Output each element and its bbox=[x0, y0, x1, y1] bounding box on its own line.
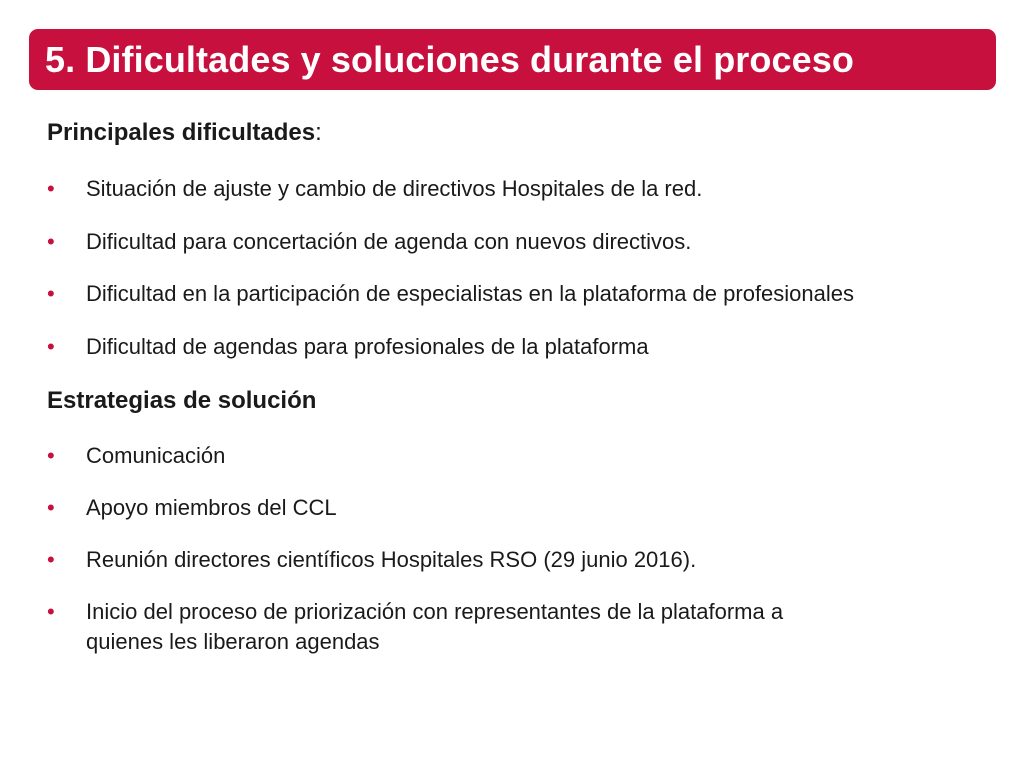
difficulty-text: Situación de ajuste y cambio de directivos Hospitales de la red. bbox=[86, 176, 703, 201]
bullet-icon: • bbox=[47, 599, 55, 624]
solution-text: Inicio del proceso de priorización con representantes de la plataforma a quienes les liberaron agendas bbox=[86, 599, 784, 654]
difficulty-text: Dificultad para concertación de agenda con nuevos directivos. bbox=[86, 229, 692, 254]
bullet-icon: • bbox=[47, 334, 55, 359]
bullet-icon: • bbox=[47, 281, 55, 306]
difficulty-text: Dificultad en la participación de especialistas en la plataforma de profesionales bbox=[86, 281, 855, 306]
solution-text: Apoyo miembros del CCL bbox=[86, 495, 337, 520]
solution-text: Reunión directores científicos Hospitales RSO (29 junio 2016). bbox=[86, 547, 697, 572]
bullet-icon: • bbox=[47, 495, 55, 520]
list-item bbox=[47, 174, 1007, 204]
solutions-heading: Estrategias de solución bbox=[47, 387, 317, 414]
bullet-icon: • bbox=[47, 547, 55, 572]
list-item bbox=[47, 332, 1007, 362]
difficulties-heading-text: Principales dificultades bbox=[47, 119, 316, 146]
difficulties-heading bbox=[47, 121, 322, 145]
difficulties-heading-colon: : bbox=[315, 119, 322, 146]
bullet-icon: • bbox=[47, 176, 55, 201]
bullet-icon: • bbox=[47, 229, 55, 254]
list-item bbox=[47, 597, 1007, 657]
list-item bbox=[47, 493, 1007, 523]
list-item bbox=[47, 545, 1007, 575]
list-item bbox=[47, 441, 1007, 471]
list-item bbox=[47, 279, 1007, 309]
bullet-icon: • bbox=[47, 443, 55, 468]
difficulty-text: Dificultad de agendas para profesionales de la plataforma bbox=[86, 334, 649, 359]
list-item bbox=[47, 227, 1007, 257]
title-banner bbox=[29, 29, 996, 90]
page-title: 5. Dificultades y soluciones durante el proceso bbox=[45, 38, 854, 80]
solution-text: Comunicación bbox=[86, 443, 226, 468]
